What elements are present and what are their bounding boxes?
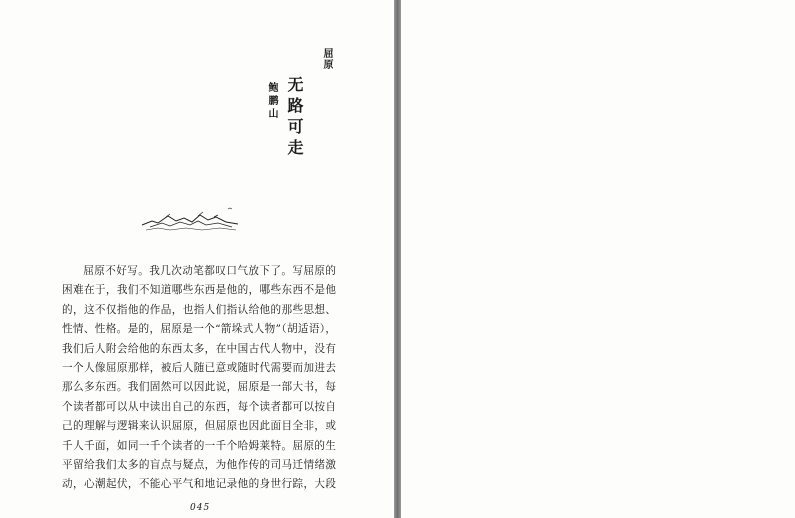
mountain-landscape-icon xyxy=(140,203,240,233)
page-number: 045 xyxy=(190,503,211,513)
right-page xyxy=(401,0,795,518)
left-page xyxy=(0,0,394,518)
running-head: 屈原 xyxy=(321,48,332,70)
left-body-text xyxy=(62,262,336,490)
book-gutter xyxy=(394,0,401,518)
author-name: 鲍鹏山 xyxy=(266,82,277,121)
essay-title: 无路可走 xyxy=(285,76,304,160)
paragraph: 屈原不好写。我几次动笔都叹口气放下了。写屈原的困难在于，我们不知道哪些东西是他的，哪些东西不是他的，这不仅指他的作品，也指人们指认给他的那些思想、性情、性格。是的，屈原是一个“箭垛式人物”（胡适语），我们后人附会给他的东西太多，在中国古代人物中，没有一个人像屈原那样，被后人随已意或随时代需要而加进去那么多东西。我们固然可以因此说，屈原是一部大书，每个读者都可以从中读出自己的东西，每个读者都可以按自己的理解与逻辑来认识屈原，但屈原也因此面目全非，或千人千面，如同一千个读者的一千个哈姆莱特。屈原的生平留给我们太多的盲点与疑点，为他作传的司马迁情绪激动，心潮起伏，不能心平气和地记录他的身世行踪，大段 xyxy=(62,265,336,490)
